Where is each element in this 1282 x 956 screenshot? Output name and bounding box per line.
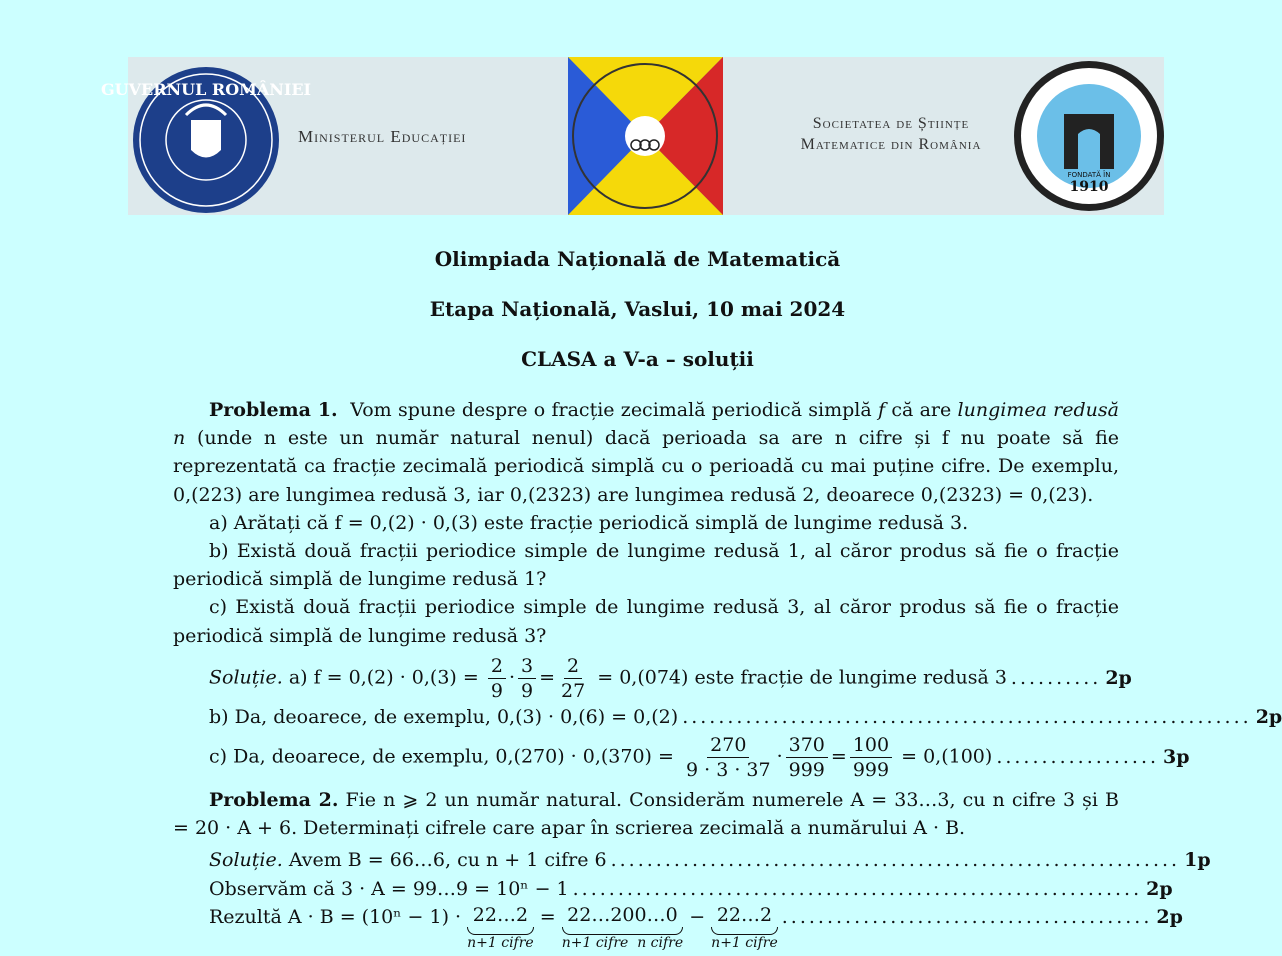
solution-2-step-2 — [173, 875, 1173, 903]
leader-dots: ......................................... — [781, 905, 1153, 928]
leader-dots: .................. — [996, 746, 1160, 769]
fraction: $\frac{270}{9 \cdot 3 \cdot 37}$ — [685, 734, 771, 782]
problem-1-part-b: b) Există două fracții periodice simple de lungime redusă 1, al căror produs să fie o fracție periodică simplă de lungime redusă 1? — [173, 540, 1119, 591]
leader-dots: ............................................................... — [610, 849, 1181, 872]
fraction: $\frac{3}{9}$ — [518, 654, 536, 703]
sol-b-text: b) Da, deoarece, de exemplu, 0,(3) · 0,(6) = 0,(2) — [209, 705, 679, 728]
points-1c: 3p — [1163, 746, 1190, 769]
solution-label: Soluție. — [209, 666, 283, 689]
underbrace: 22…2 n+1 cifre — [467, 903, 534, 951]
s2-text: Observăm că 3 · A = 99…9 = 10ⁿ − 1 — [209, 877, 569, 900]
ministry-label: Ministerul Educației — [298, 127, 467, 146]
olympiad-logo-icon — [568, 57, 723, 215]
problem-1-part-c: c) Există două fracții periodice simple de lungime redusă 3, al căror produs să fie o fracție periodică simplă de lungime redusă 3? — [173, 596, 1119, 647]
points-2-2: 2p — [1146, 877, 1173, 900]
seal-founded: FONDATĂ ÎN — [1067, 171, 1111, 179]
p1-intro-a: Vom spune despre o fracție zecimală periodică simplă — [350, 399, 872, 421]
fraction: $\frac{370}{999}$ — [786, 733, 828, 782]
leader-dots: .......... — [1010, 667, 1102, 690]
society-label — [776, 113, 1006, 155]
p1-term: lungimea redusă n — [173, 399, 1119, 450]
header-banner — [100, 57, 1164, 215]
government-seal-icon — [100, 65, 312, 215]
points-2-1: 1p — [1184, 849, 1211, 872]
leader-dots: ............................................................... — [572, 877, 1143, 900]
society-line-2: Matematice din România — [800, 136, 982, 153]
solution-1a: Soluție. a) f = 0,(2) · 0,(3) = $\frac{2}{9}$ · $\frac{3}{9}$ = $\frac{2}{27}$ = 0,(074) este fracție de lungime redusă 3 .......... 2p — [209, 654, 1132, 702]
fraction: $\frac{2}{9}$ — [488, 654, 506, 703]
s1-text: Avem B = 66…6, cu n + 1 cifre 6 — [288, 849, 607, 872]
fraction: $\frac{2}{27}$ — [561, 654, 586, 702]
sol-a-pre: a) f = 0,(2) · 0,(3) = — [288, 666, 479, 689]
page-title: Olimpiada Națională de Matematică — [434, 247, 841, 271]
s3-pre: Rezultă A · B = (10ⁿ − 1) · — [209, 905, 462, 928]
seal-text-top: GUVERNUL ROMÂNIEI — [100, 80, 312, 99]
leader-dots: ............................................................... — [682, 705, 1252, 728]
fraction: $\frac{100}{999}$ — [850, 733, 892, 782]
solution-label: Soluție. — [209, 849, 283, 872]
sol-c-post: = 0,(100) — [901, 745, 993, 768]
sol-c-pre: c) Da, deoarece, de exemplu, 0,(270) · 0,(370) = — [209, 745, 674, 768]
problem-1-statement: Problema 1. Vom spune despre o fracție zecimală periodică simplă f că are lungimea redusă n (unde n este un număr natural nenul) dacă perioada sa are n cifre și f nu poate să fie reprezentată ca fracție zecimală periodică simplă cu o perioadă cu mai puține cifre. De exemplu, 0,(223) are lungimea redusă 3, iar 0,(2323) are lungimea redusă 2, deoarece 0,(2323) = 0,(23). — [173, 399, 1119, 506]
society-seal-icon — [1012, 59, 1166, 213]
underbrace: 22…2 n+1 cifre — [711, 903, 778, 951]
points-1a: 2p — [1105, 667, 1132, 690]
points-1b: 2p — [1255, 705, 1282, 728]
underbrace: 22…200…0 n+1 cifre n cifre — [561, 903, 684, 951]
problem-1-label: Problema 1. — [209, 399, 338, 421]
solution-1b — [173, 703, 1282, 731]
p1-intro-c: (unde n este un număr natural nenul) dacă perioada sa are n cifre și f nu poate să fie reprezentată ca fracție zecimală periodică simplă cu o perioadă cu mai puține cifre. De exemplu, 0,(223) are lungimea redusă 3, iar 0,(2323) are lungimea redusă 2, deoarece 0,(2323) = 0,(23). — [173, 427, 1119, 506]
sol-a-post: = 0,(074) este fracție de lungime redusă 3 — [597, 666, 1007, 689]
class-title: CLASA a V-a – soluții — [521, 347, 754, 371]
page-subtitle: Etapa Națională, Vaslui, 10 mai 2024 — [429, 297, 846, 321]
p2-text: Fie n ⩾ 2 un număr natural. Considerăm numerele A = 33…3, cu n cifre 3 și B = 20 · A + 6. Determinați cifrele care apar în scrierea zecimală a numărului A · B. — [173, 789, 1119, 840]
p1-intro-b: că are — [891, 399, 952, 421]
seal-year: 1910 — [1069, 179, 1109, 195]
problem-2-statement — [173, 786, 1119, 842]
solution-1c: c) Da, deoarece, de exemplu, 0,(270) · 0,(370) = $\frac{270}{9 \cdot 3 \cdot 37}$ · $\frac{370}{999}$ = $\frac{100}{999}$ = 0,(100) .................. 3p — [209, 734, 1190, 782]
document-body — [173, 396, 1282, 951]
problem-2-label: Problema 2. — [209, 789, 339, 812]
society-line-1: Societatea de Științe — [812, 115, 970, 132]
solution-2-step-1 — [173, 846, 1211, 874]
points-2-3: 2p — [1156, 905, 1183, 928]
solution-2-step-3: Rezultă A · B = (10ⁿ − 1) · 22…2 n+1 cifre = 22…200…0 n+1 cifre n cifre − 22…2 n+1 cifre ......................................... 2p — [209, 903, 1183, 951]
problem-1-part-a: a) Arătați că f = 0,(2) · 0,(3) este fracție periodică simplă de lungime redusă 3. — [209, 511, 969, 534]
